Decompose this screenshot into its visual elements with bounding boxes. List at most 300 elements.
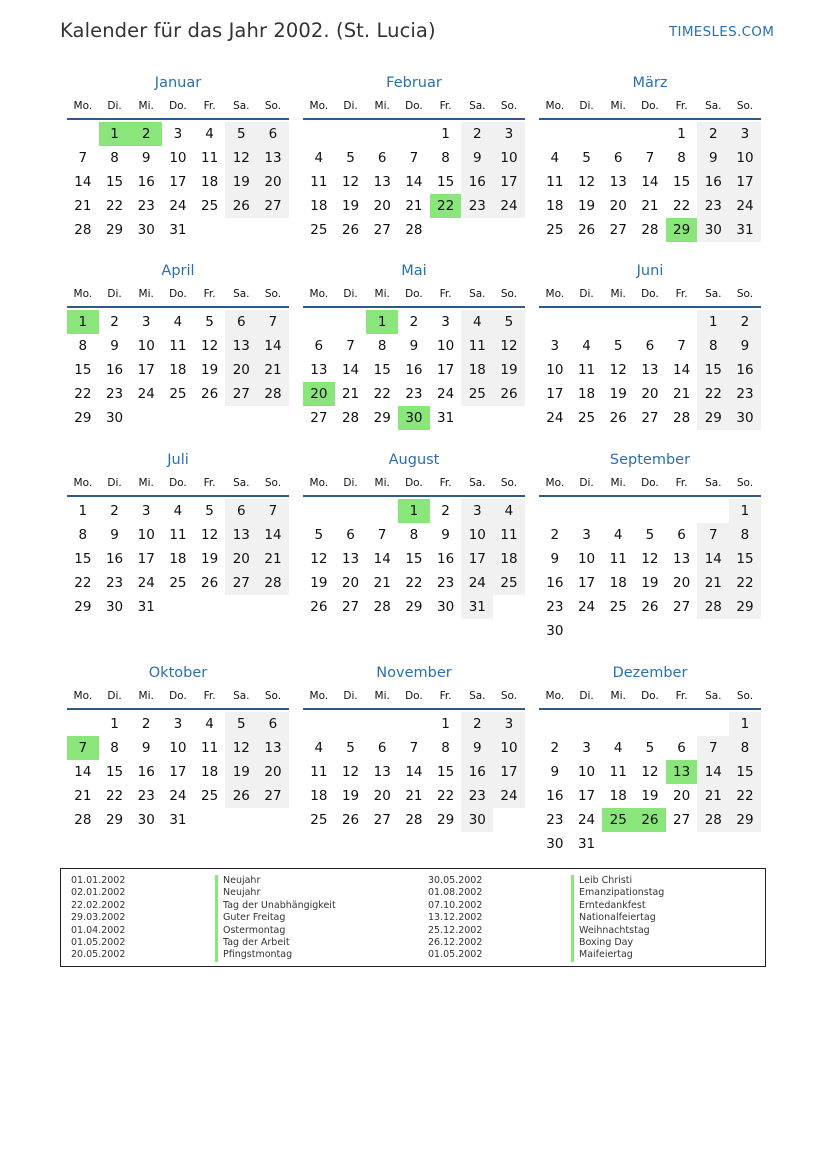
weekday-label: Fr. (439, 288, 452, 300)
day-cell: 2 (110, 503, 119, 519)
day-cell: 5 (225, 122, 257, 146)
day-cell: 2 (409, 314, 419, 330)
day-cell: 3 (493, 122, 525, 146)
day-cell: 3 (461, 499, 493, 523)
day-cell: 15 (373, 362, 391, 378)
day-cell: 16 (697, 170, 729, 194)
day-grid (539, 310, 761, 430)
brand-link[interactable]: TIMESLES.COM (669, 24, 775, 40)
holiday-name: Nationalfeiertag (571, 912, 664, 924)
day-cell: 7 (377, 527, 387, 543)
day-cell: 15 (105, 764, 124, 780)
day-cell: 8 (441, 740, 450, 756)
day-cell: 23 (546, 812, 564, 828)
day-cell: 1 (441, 716, 450, 732)
day-cell: 7 (257, 310, 289, 334)
weekday-header (67, 94, 289, 120)
month-7 (67, 449, 289, 619)
empty-cell (666, 499, 698, 523)
day-cell: 21 (405, 198, 423, 214)
day-cell: 7 (257, 499, 289, 523)
day-cell: 26 (201, 386, 219, 402)
day-cell: 18 (310, 198, 328, 214)
day-cell: 14 (373, 551, 391, 567)
day-cell: 30 (137, 222, 155, 238)
day-cell: 17 (546, 386, 564, 402)
day-cell: 6 (677, 527, 686, 543)
day-cell: 27 (257, 194, 289, 218)
day-cell: 6 (377, 150, 387, 166)
day-cell: 19 (225, 760, 257, 784)
day-cell: 6 (346, 527, 355, 543)
weekday-label: Mo. (73, 100, 93, 112)
day-cell: 29 (405, 599, 423, 615)
day-cell: 24 (493, 784, 525, 808)
day-cell: 2 (550, 740, 560, 756)
day-cell: 13 (257, 736, 289, 760)
page-title: Kalender für das Jahr 2002. (St. Lucia) (60, 19, 436, 42)
weekday-label: Do. (169, 288, 187, 300)
month-3 (539, 72, 761, 242)
empty-cell (335, 499, 367, 523)
day-cell: 4 (173, 314, 183, 330)
day-cell: 2 (461, 712, 493, 736)
holiday-day: 29 (666, 218, 698, 242)
day-cell: 10 (577, 551, 596, 567)
day-cell: 21 (74, 198, 92, 214)
holiday-date: 01.04.2002 (71, 924, 126, 936)
day-cell: 18 (201, 174, 219, 190)
day-cell: 24 (577, 812, 596, 828)
weekday-label: So. (264, 100, 282, 112)
day-cell: 9 (550, 551, 560, 567)
day-cell: 7 (78, 150, 88, 166)
day-grid (303, 310, 525, 430)
day-cell: 8 (729, 523, 761, 547)
weekday-label: Mi. (374, 690, 390, 702)
day-cell: 15 (697, 358, 729, 382)
weekday-label: Sa. (469, 690, 486, 702)
day-cell: 20 (341, 575, 360, 591)
day-cell: 29 (729, 808, 761, 832)
weekday-label: Sa. (705, 477, 722, 489)
empty-cell (398, 712, 430, 736)
empty-cell (571, 712, 603, 736)
day-cell: 14 (641, 174, 659, 190)
holiday-day: 20 (303, 382, 335, 406)
day-cell: 28 (405, 812, 423, 828)
day-cell: 21 (673, 386, 691, 402)
month-name: März (632, 75, 668, 91)
weekday-label: So. (264, 288, 282, 300)
weekday-label: So. (736, 477, 754, 489)
day-cell: 18 (609, 788, 627, 804)
day-cell: 21 (341, 386, 360, 402)
empty-cell (303, 499, 335, 523)
day-cell: 24 (169, 788, 187, 804)
weekday-label: Mo. (545, 477, 565, 489)
day-cell: 24 (577, 599, 596, 615)
empty-cell (634, 310, 666, 334)
day-cell: 7 (409, 740, 419, 756)
day-cell: 22 (105, 788, 124, 804)
empty-cell (634, 712, 666, 736)
day-cell: 18 (169, 362, 187, 378)
day-cell: 20 (673, 575, 691, 591)
day-cell: 4 (314, 150, 324, 166)
day-cell: 10 (437, 338, 455, 354)
weekday-label: So. (500, 477, 518, 489)
day-cell: 9 (550, 764, 560, 780)
day-cell: 12 (341, 764, 360, 780)
day-cell: 13 (310, 362, 328, 378)
empty-cell (539, 310, 571, 334)
day-cell: 22 (697, 382, 729, 406)
day-cell: 26 (641, 599, 659, 615)
weekday-label: Di. (107, 288, 122, 300)
weekday-header (67, 471, 289, 497)
day-cell: 22 (437, 788, 455, 804)
empty-cell (303, 122, 335, 146)
holiday-name: Neujahr (215, 887, 336, 899)
day-cell: 17 (137, 551, 155, 567)
day-cell: 14 (257, 523, 289, 547)
day-grid (539, 499, 761, 643)
day-cell: 14 (257, 334, 289, 358)
day-cell: 13 (225, 334, 257, 358)
weekday-label: Fr. (675, 477, 688, 489)
day-cell: 19 (310, 575, 328, 591)
day-cell: 17 (169, 174, 187, 190)
day-grid (67, 712, 289, 832)
day-cell: 26 (493, 382, 525, 406)
day-cell: 19 (493, 358, 525, 382)
holiday-day: 25 (602, 808, 634, 832)
day-cell: 10 (546, 362, 564, 378)
month-name: Februar (386, 75, 442, 91)
day-grid (67, 122, 289, 242)
day-cell: 8 (78, 527, 88, 543)
day-cell: 14 (74, 174, 92, 190)
holiday-date: 02.01.2002 (71, 887, 126, 899)
day-cell: 26 (225, 784, 257, 808)
holiday-day: 26 (634, 808, 666, 832)
day-cell: 16 (105, 551, 124, 567)
day-cell: 8 (110, 150, 119, 166)
day-cell: 20 (225, 358, 257, 382)
day-cell: 29 (729, 595, 761, 619)
day-cell: 2 (441, 503, 450, 519)
day-cell: 14 (697, 547, 729, 571)
day-cell: 17 (137, 362, 155, 378)
month-4 (67, 260, 289, 430)
weekday-label: Di. (579, 477, 594, 489)
month-11 (303, 662, 525, 832)
day-cell: 20 (641, 386, 659, 402)
holiday-name: Maifeiertag (571, 949, 664, 961)
day-cell: 11 (169, 338, 187, 354)
day-cell: 22 (729, 784, 761, 808)
month-name: Dezember (612, 665, 688, 681)
weekday-header (539, 684, 761, 710)
weekday-header (539, 282, 761, 308)
day-cell: 10 (461, 523, 493, 547)
weekday-label: Do. (641, 477, 659, 489)
weekday-label: Mo. (309, 100, 329, 112)
day-cell: 12 (577, 174, 596, 190)
day-cell: 2 (697, 122, 729, 146)
day-cell: 3 (441, 314, 450, 330)
day-cell: 25 (169, 386, 187, 402)
day-cell: 21 (257, 547, 289, 571)
day-cell: 27 (341, 599, 360, 615)
day-cell: 3 (173, 126, 183, 142)
empty-cell (697, 712, 729, 736)
day-cell: 18 (461, 358, 493, 382)
day-cell: 6 (677, 740, 686, 756)
day-cell: 12 (201, 527, 219, 543)
weekday-label: Sa. (469, 100, 486, 112)
day-cell: 20 (609, 198, 627, 214)
day-cell: 11 (310, 174, 328, 190)
day-cell: 11 (609, 551, 627, 567)
day-cell: 16 (105, 362, 124, 378)
weekday-label: Fr. (439, 690, 452, 702)
weekday-label: So. (500, 690, 518, 702)
day-cell: 21 (697, 571, 729, 595)
day-cell: 6 (314, 338, 324, 354)
day-cell: 10 (729, 146, 761, 170)
day-cell: 22 (373, 386, 391, 402)
day-cell: 27 (310, 410, 328, 426)
day-cell: 27 (641, 410, 659, 426)
day-cell: 12 (609, 362, 627, 378)
day-cell: 19 (641, 788, 659, 804)
day-cell: 12 (201, 338, 219, 354)
weekday-label: Do. (405, 100, 423, 112)
day-cell: 30 (729, 406, 761, 430)
day-cell: 13 (341, 551, 360, 567)
holiday-list (60, 868, 766, 967)
day-cell: 11 (493, 523, 525, 547)
month-8 (303, 449, 525, 619)
day-cell: 4 (205, 126, 214, 142)
day-cell: 21 (697, 784, 729, 808)
month-name: August (388, 452, 440, 468)
weekday-label: So. (736, 690, 754, 702)
weekday-label: Mo. (73, 288, 93, 300)
day-cell: 5 (205, 314, 214, 330)
day-cell: 9 (441, 527, 450, 543)
weekday-label: Do. (405, 288, 423, 300)
day-cell: 10 (169, 150, 187, 166)
weekday-label: Mi. (138, 100, 154, 112)
empty-cell (697, 499, 729, 523)
day-cell: 26 (201, 575, 219, 591)
day-cell: 31 (169, 812, 187, 828)
day-cell: 25 (493, 571, 525, 595)
day-cell: 23 (137, 788, 155, 804)
holiday-day: 7 (67, 736, 99, 760)
weekday-label: Mo. (73, 690, 93, 702)
day-cell: 10 (137, 338, 155, 354)
day-cell: 4 (314, 740, 324, 756)
day-cell: 19 (341, 788, 360, 804)
day-cell: 18 (546, 198, 564, 214)
day-cell: 28 (697, 808, 729, 832)
day-cell: 24 (137, 386, 155, 402)
holiday-date: 26.12.2002 (428, 936, 483, 948)
holiday-date: 25.12.2002 (428, 924, 483, 936)
month-10 (67, 662, 289, 832)
weekday-label: So. (264, 477, 282, 489)
day-cell: 10 (577, 764, 596, 780)
day-cell: 23 (105, 386, 124, 402)
day-cell: 16 (405, 362, 423, 378)
day-cell: 8 (677, 150, 686, 166)
weekday-label: Mi. (610, 690, 626, 702)
day-cell: 30 (437, 599, 455, 615)
weekday-label: Fr. (203, 690, 216, 702)
day-cell: 24 (461, 571, 493, 595)
month-9 (539, 449, 761, 643)
day-cell: 8 (377, 338, 387, 354)
day-cell: 7 (645, 150, 655, 166)
day-cell: 21 (373, 575, 391, 591)
day-cell: 17 (729, 170, 761, 194)
day-cell: 15 (74, 362, 92, 378)
empty-cell (366, 712, 398, 736)
empty-cell (335, 122, 367, 146)
day-cell: 20 (673, 788, 691, 804)
holiday-day: 1 (398, 499, 430, 523)
day-cell: 17 (169, 764, 187, 780)
day-cell: 4 (582, 338, 591, 354)
weekday-label: Do. (169, 477, 187, 489)
month-5 (303, 260, 525, 430)
day-cell: 27 (225, 571, 257, 595)
day-cell: 23 (697, 194, 729, 218)
month-name: Oktober (148, 665, 208, 681)
weekday-label: Fr. (675, 288, 688, 300)
weekday-label: Sa. (705, 288, 722, 300)
weekday-label: So. (500, 288, 518, 300)
day-cell: 4 (493, 499, 525, 523)
weekday-label: Sa. (233, 100, 250, 112)
day-cell: 16 (461, 170, 493, 194)
day-cell: 2 (729, 310, 761, 334)
day-cell: 9 (697, 146, 729, 170)
day-cell: 30 (697, 218, 729, 242)
day-cell: 17 (493, 170, 525, 194)
day-cell: 6 (645, 338, 655, 354)
day-cell: 19 (201, 362, 219, 378)
holiday-name: Weihnachtstag (571, 925, 664, 937)
holiday-names-left (215, 875, 336, 962)
holiday-name: Ostermontag (215, 925, 336, 937)
empty-cell (366, 122, 398, 146)
day-cell: 1 (78, 503, 88, 519)
weekday-label: Mo. (545, 100, 565, 112)
day-cell: 25 (201, 788, 219, 804)
day-cell: 3 (729, 122, 761, 146)
day-cell: 5 (346, 740, 355, 756)
day-grid (67, 310, 289, 430)
day-cell: 2 (110, 314, 119, 330)
day-grid (303, 712, 525, 832)
weekday-label: Do. (169, 100, 187, 112)
day-cell: 1 (677, 126, 686, 142)
holiday-date: 01.01.2002 (71, 875, 126, 886)
weekday-label: Mo. (309, 288, 329, 300)
empty-cell (602, 499, 634, 523)
weekday-label: Di. (343, 100, 358, 112)
day-grid (67, 499, 289, 619)
day-cell: 17 (577, 788, 596, 804)
day-cell: 13 (673, 551, 691, 567)
weekday-label: Di. (343, 690, 358, 702)
day-cell: 24 (729, 194, 761, 218)
weekday-label: Fr. (203, 100, 216, 112)
month-2 (303, 72, 525, 242)
day-cell: 21 (257, 358, 289, 382)
day-cell: 12 (310, 551, 328, 567)
day-cell: 29 (437, 812, 455, 828)
day-cell: 14 (673, 362, 691, 378)
day-cell: 19 (225, 170, 257, 194)
day-cell: 30 (105, 599, 124, 615)
day-cell: 19 (201, 551, 219, 567)
day-cell: 23 (105, 575, 124, 591)
day-cell: 12 (225, 736, 257, 760)
day-cell: 9 (141, 740, 151, 756)
day-cell: 15 (437, 174, 455, 190)
empty-cell (602, 122, 634, 146)
day-cell: 18 (169, 551, 187, 567)
day-cell: 1 (441, 126, 450, 142)
day-cell: 19 (577, 198, 596, 214)
day-cell: 11 (310, 764, 328, 780)
empty-cell (571, 499, 603, 523)
holiday-date: 20.05.2002 (71, 949, 126, 961)
weekday-label: Di. (579, 100, 594, 112)
weekday-label: Fr. (203, 288, 216, 300)
day-cell: 27 (609, 222, 627, 238)
day-cell: 30 (105, 410, 124, 426)
day-cell: 15 (437, 764, 455, 780)
empty-cell (303, 712, 335, 736)
day-cell: 16 (137, 764, 155, 780)
weekday-label: Fr. (675, 690, 688, 702)
weekday-label: Mi. (374, 477, 390, 489)
day-cell: 9 (461, 146, 493, 170)
weekday-header (303, 282, 525, 308)
holiday-date: 13.12.2002 (428, 912, 483, 924)
day-cell: 11 (201, 150, 219, 166)
day-cell: 21 (641, 198, 659, 214)
weekday-label: Di. (107, 100, 122, 112)
day-cell: 26 (225, 194, 257, 218)
holiday-date: 01.05.2002 (71, 936, 126, 948)
day-cell: 13 (609, 174, 627, 190)
day-cell: 25 (201, 198, 219, 214)
day-cell: 1 (697, 310, 729, 334)
day-cell: 26 (609, 410, 627, 426)
day-cell: 26 (577, 222, 596, 238)
day-cell: 4 (173, 503, 183, 519)
day-cell: 22 (405, 575, 423, 591)
day-cell: 27 (373, 812, 391, 828)
